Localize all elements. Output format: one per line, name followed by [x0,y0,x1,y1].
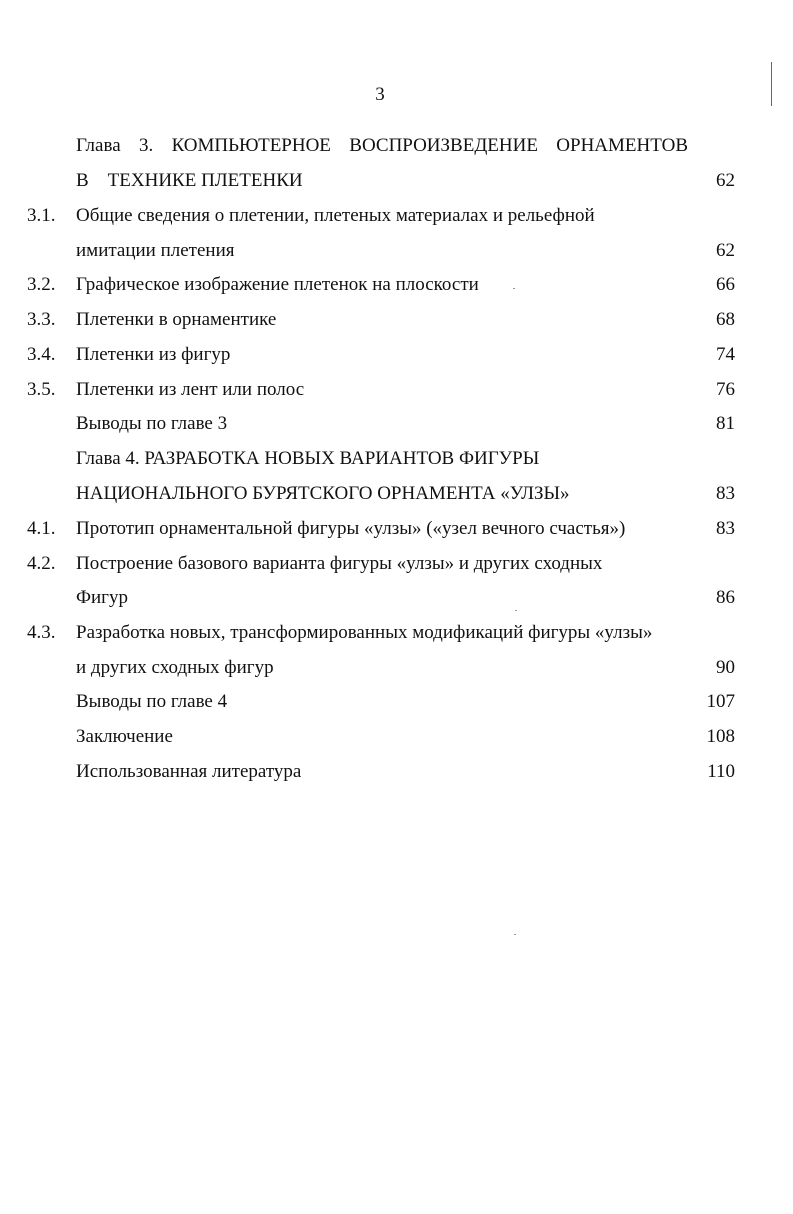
section-4-2-title-line-1: Построение базового варианта фигуры «улзы» и других сходных [76,553,603,574]
section-4-1-page: 83 [716,518,735,539]
chapter-3-title-line-1: Глава 3. КОМПЬЮТЕРНОЕ ВОСПРОИЗВЕДЕНИЕ ОРНАМЕНТОВ [76,135,688,156]
section-3-1-page: 62 [716,240,735,261]
section-3-3-number: 3.3. [27,309,56,330]
section-4-3-title-line-1: Разработка новых, трансформированных модификаций фигуры «улзы» [76,622,653,643]
section-3-5-number: 3.5. [27,379,56,400]
section-4-3-title-line-2: и других сходных фигур [76,657,274,678]
section-3-2-number: 3.2. [27,274,56,295]
section-3-2-page: 66 [716,274,735,295]
conclusion-page: 108 [706,726,735,747]
section-4-1-title: Прототип орнаментальной фигуры «улзы» («узел вечного счастья») [76,518,626,539]
chapter-4-conclusions-title: Выводы по главе 4 [76,691,228,712]
chapter-3-conclusions-page: 81 [716,413,735,434]
page-number: 3 [375,84,385,105]
section-3-3-title: Плетенки в орнаментике [76,309,277,330]
section-4-3-number: 4.3. [27,622,56,643]
section-3-4-number: 3.4. [27,344,56,365]
section-4-2-number: 4.2. [27,553,56,574]
section-3-5-title: Плетенки из лент или полос [76,379,305,400]
chapter-4-conclusions-page: 107 [706,691,735,712]
literature-title: Использованная литература [76,761,302,782]
chapter-3-title-line-2: В ТЕХНИКЕ ПЛЕТЕНКИ [76,170,303,191]
chapter-4-title-line-2: НАЦИОНАЛЬНОГО БУРЯТСКОГО ОРНАМЕНТА «УЛЗЫ» [76,483,570,504]
section-3-1-number: 3.1. [27,205,56,226]
section-4-1-number: 4.1. [27,518,56,539]
section-3-3-page: 68 [716,309,735,330]
chapter-3-page: 62 [716,170,735,191]
section-3-4-title: Плетенки из фигур [76,344,231,365]
scan-edge-mark [771,62,772,106]
chapter-3-conclusions-title: Выводы по главе 3 [76,413,228,434]
chapter-4-title-line-1: Глава 4. РАЗРАБОТКА НОВЫХ ВАРИАНТОВ ФИГУРЫ [76,448,540,469]
section-4-3-page: 90 [716,657,735,678]
literature-page: 110 [707,761,735,782]
conclusion-title: Заключение [76,726,173,747]
section-3-5-page: 76 [716,379,735,400]
scan-speck [513,288,515,289]
chapter-4-page: 83 [716,483,735,504]
scan-speck [515,610,517,611]
section-3-4-page: 74 [716,344,735,365]
section-3-1-title-line-1: Общие сведения о плетении, плетеных материалах и рельефной [76,205,595,226]
section-4-2-title-line-2: Фигур [76,587,128,608]
section-3-1-title-line-2: имитации плетения [76,240,235,261]
section-4-2-page: 86 [716,587,735,608]
scan-speck [514,934,516,935]
section-3-2-title: Графическое изображение плетенок на плоскости [76,274,479,295]
